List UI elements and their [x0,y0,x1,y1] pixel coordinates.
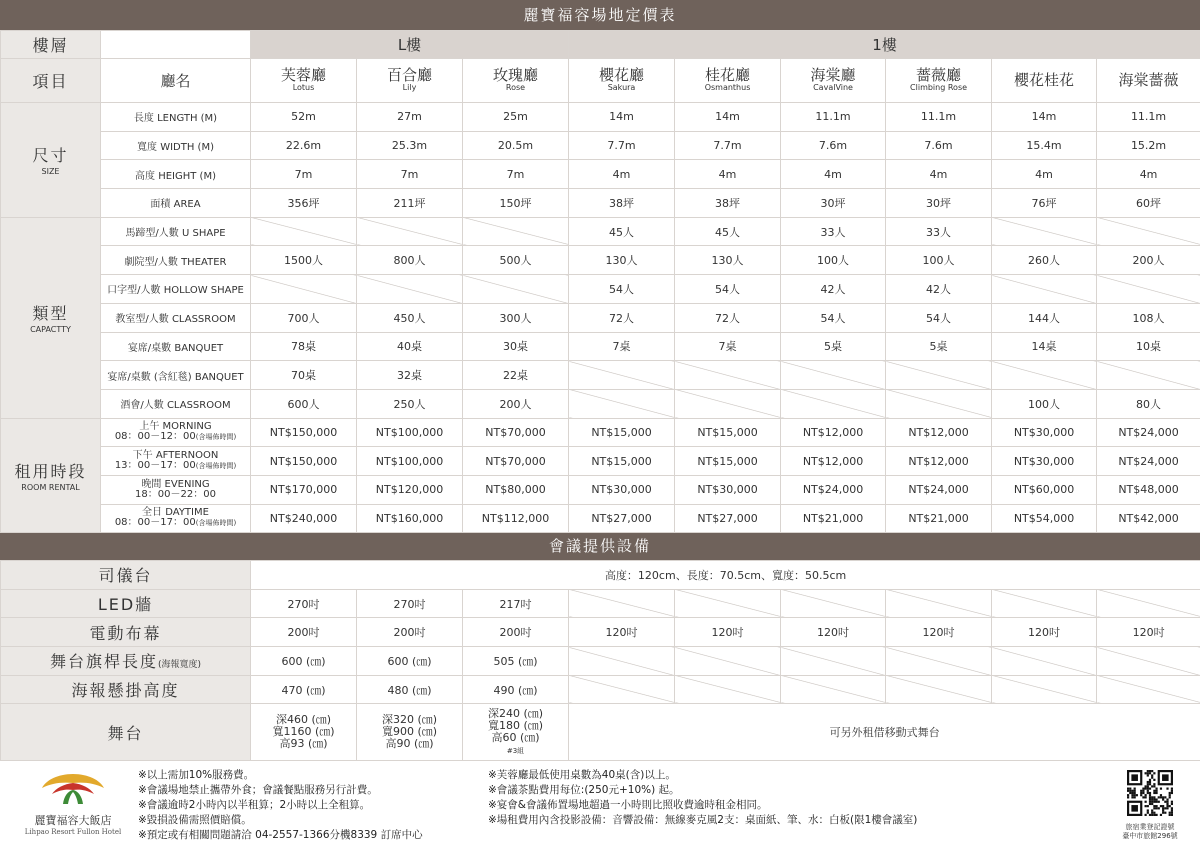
note-line: ※場租費用內含投影設備：音響設備：無線麥克風2支：桌面紙、筆、水：白板(限1樓會議室) [488,814,918,826]
hall-name-zh: 桂花廳 [705,66,751,84]
price-cell: NT$12,000 [781,418,886,447]
equipment-value: 120吋 [992,618,1097,647]
page-title: 麗寶福容場地定價表 [0,0,1200,30]
note-line: ※會議茶點費用每位:(250元+10%) 起。 [488,784,680,796]
license-text: 旅宿業登記證號 臺中市旅館296號 [1122,823,1178,840]
stage-spec-lily [357,704,463,761]
value-cell: 10桌 [1097,332,1200,361]
value-cell: 4m [569,160,675,189]
hall-name-en: CavalVine [813,83,853,92]
na-cell [886,389,992,418]
hall-name-cell [251,59,357,103]
na-cell [886,675,992,704]
time-slot-note: (含場佈時間) [195,462,237,471]
note-line: ※毀損設備需照價賠償。 [138,814,252,826]
stage-dimension: 高90 (㎝) [385,737,434,751]
time-slot-range: 18：00－22：00 [135,488,216,500]
equipment-value: 120吋 [781,618,886,647]
value-cell: 11.1m [886,103,992,132]
value-cell: 108人 [1097,303,1200,332]
price-cell: NT$21,000 [886,504,992,533]
notes-right [488,768,917,828]
note-line: ※預定或有相關問題請洽 04-2557-1366分機8339 訂席中心 [138,829,423,841]
value-cell: 7.6m [781,131,886,160]
value-cell: 100人 [886,246,992,275]
value-cell: 14桌 [992,332,1097,361]
value-cell: 250人 [357,389,463,418]
stage-dimension: 深240 (㎝) [487,706,544,720]
price-cell: NT$80,000 [463,475,569,504]
value-cell: 40桌 [357,332,463,361]
flag-pole-label-text: 舞台旗桿長度 [49,652,158,672]
stage-label [1,704,251,761]
hall-name-en: Rose [505,83,526,92]
price-cell: NT$30,000 [992,447,1097,476]
time-slot-name-en: DAYTIME [165,507,209,519]
screen-label [1,618,251,647]
stage-dimension: 深460 (㎝) [275,713,332,727]
value-cell: 11.1m [1097,103,1200,132]
time-slot-name: 上午 [139,421,160,433]
hall-name-cell [992,59,1097,103]
value-cell: 260人 [992,246,1097,275]
size-category [1,103,101,218]
time-slot-label [101,504,251,533]
price-cell: NT$12,000 [781,447,886,476]
equipment-value: 120吋 [1097,618,1200,647]
value-cell: 15.4m [992,131,1097,160]
floor-label: 樓層 [1,31,101,59]
value-cell: 150坪 [463,189,569,218]
value-cell: 7桌 [569,332,675,361]
value-cell: 4m [992,160,1097,189]
equipment-value: 120吋 [886,618,992,647]
equipment-value: 217吋 [463,589,569,618]
lotus-logo-icon [38,770,108,806]
value-cell: 52m [251,103,357,132]
price-cell: NT$70,000 [463,447,569,476]
footer [0,760,1200,848]
row-label: 宴席/桌數 BANQUET [101,332,251,361]
stage-dimension: 寬180 (㎝) [487,718,544,732]
value-cell: 130人 [569,246,675,275]
value-cell: 45人 [569,217,675,246]
value-cell: 72人 [569,303,675,332]
value-cell: 72人 [675,303,781,332]
value-cell: 22桌 [463,361,569,390]
value-cell: 60坪 [1097,189,1200,218]
hall-name-cell [1097,59,1200,103]
price-cell: NT$15,000 [675,447,781,476]
value-cell: 15.2m [1097,131,1200,160]
equipment-value: 600 (㎝) [251,647,357,676]
value-cell: 54人 [569,275,675,304]
price-cell: NT$27,000 [675,504,781,533]
poster-height-label [1,675,251,704]
equipment-value: 600 (㎝) [357,647,463,676]
na-cell [781,675,886,704]
time-slot-name: 全日 [142,507,163,519]
value-cell: 33人 [781,217,886,246]
rental-category-en: ROOM RENTAL [21,482,80,492]
price-table [0,30,1200,533]
value-cell: 14m [992,103,1097,132]
time-slot-name: 晚間 [141,478,162,490]
value-cell: 600人 [251,389,357,418]
note-line: ※以上需加10%服務費。 [138,769,255,781]
hall-name-en: Lily [402,83,417,92]
row-label: 面積 AREA [101,189,251,218]
value-cell: 38坪 [569,189,675,218]
value-cell: 7.6m [886,131,992,160]
value-cell: 25m [463,103,569,132]
price-cell: NT$120,000 [357,475,463,504]
hall-name-cell [886,59,992,103]
value-cell: 200人 [463,389,569,418]
na-cell [992,675,1097,704]
value-cell: 300人 [463,303,569,332]
hotel-logo [18,770,128,836]
na-cell [569,389,675,418]
stage-dimension: 寬900 (㎝) [381,725,438,739]
equipment-value: 470 (㎝) [251,675,357,704]
price-cell: NT$42,000 [1097,504,1200,533]
hall-name-cell [781,59,886,103]
value-cell: 5桌 [886,332,992,361]
hall-name-en: Osmanthus [704,83,751,92]
stage-label-text: 舞台 [107,723,144,743]
value-cell: 78桌 [251,332,357,361]
na-cell [886,589,992,618]
hotel-name: 麗寶福容大飯店 [34,814,112,827]
value-cell: 450人 [357,303,463,332]
qr-code-icon [1127,770,1173,816]
na-cell [675,589,781,618]
time-slot-label [101,447,251,476]
na-cell [463,217,569,246]
item-label: 項目 [1,59,101,103]
value-cell: 800人 [357,246,463,275]
value-cell: 7m [357,160,463,189]
na-cell [781,389,886,418]
price-cell: NT$15,000 [675,418,781,447]
na-cell [569,589,675,618]
hall-name-zh: 海棠廳 [810,66,856,84]
equipment-value: 270吋 [251,589,357,618]
value-cell: 54人 [886,303,992,332]
capacity-category [1,217,101,418]
value-cell: 54人 [675,275,781,304]
na-cell [1097,675,1200,704]
value-cell: 4m [781,160,886,189]
na-cell [992,275,1097,304]
equipment-value: 505 (㎝) [463,647,569,676]
value-cell: 38坪 [675,189,781,218]
price-cell: NT$54,000 [992,504,1097,533]
value-cell: 4m [1097,160,1200,189]
na-cell [886,647,992,676]
na-cell [992,589,1097,618]
stage-spec-rose [463,704,569,761]
value-cell: 100人 [992,389,1097,418]
hall-name-zh: 櫻花廳 [599,66,645,84]
price-cell: NT$30,000 [569,475,675,504]
time-slot-note: (含場佈時間) [195,519,237,528]
value-cell: 7m [251,160,357,189]
value-cell: 70桌 [251,361,357,390]
value-cell: 144人 [992,303,1097,332]
row-label: 馬蹄型/人數 U SHAPE [101,217,251,246]
value-cell: 80人 [1097,389,1200,418]
price-cell: NT$48,000 [1097,475,1200,504]
hall-name-zh: 玫瑰廳 [493,66,539,84]
value-cell: 4m [675,160,781,189]
price-cell: NT$24,000 [1097,447,1200,476]
time-slot-note: (含場佈時間) [195,433,237,442]
na-cell [781,361,886,390]
na-cell [781,589,886,618]
time-slot-range: 13：00－17：00 [114,460,196,472]
floor-1-header: 1樓 [569,31,1200,59]
rental-category-zh: 租用時段 [14,461,87,481]
value-cell: 1500人 [251,246,357,275]
equipment-title: 會議提供設備 [0,533,1200,560]
value-cell: 4m [886,160,992,189]
value-cell: 130人 [675,246,781,275]
rental-category [1,418,101,533]
value-cell: 76坪 [992,189,1097,218]
time-slot-name-en: MORNING [162,421,212,433]
na-cell [1097,217,1200,246]
na-cell [781,647,886,676]
row-label: 口字型/人數 HOLLOW SHAPE [101,275,251,304]
poster-height-label-text: 海報懸掛高度 [71,681,180,701]
floor-l-header: L樓 [251,31,569,59]
hall-name-en: Sakura [607,83,636,92]
price-cell: NT$30,000 [992,418,1097,447]
podium-label-text: 司儀台 [98,566,153,586]
hall-name-en: Lotus [292,83,315,92]
price-cell: NT$100,000 [357,418,463,447]
value-cell: 54人 [781,303,886,332]
na-cell [1097,361,1200,390]
na-cell [1097,275,1200,304]
size-category-zh: 尺寸 [32,146,69,166]
note-line: ※會議場地禁止攜帶外食；會議餐點服務另行計費。 [138,784,378,796]
time-slot-range: 08：00－12：00 [114,431,196,443]
time-slot-name: 下午 [132,450,153,462]
row-label: 長度 LENGTH (M) [101,103,251,132]
stage-rental-note: 可另外租借移動式舞台 [569,704,1200,761]
price-cell: NT$100,000 [357,447,463,476]
na-cell [569,647,675,676]
na-cell [251,217,357,246]
notes-left [138,768,423,843]
price-cell: NT$24,000 [886,475,992,504]
time-slot-label [101,418,251,447]
equipment-value: 120吋 [675,618,781,647]
row-label: 教室型/人數 CLASSROOM [101,303,251,332]
price-cell: NT$21,000 [781,504,886,533]
time-slot-name-en: EVENING [164,478,210,490]
stage-spec-lotus [251,704,357,761]
na-cell [1097,589,1200,618]
screen-label-text: 電動布幕 [89,623,162,643]
value-cell: 45人 [675,217,781,246]
equipment-table [0,560,1200,761]
value-cell: 32桌 [357,361,463,390]
price-cell: NT$12,000 [886,418,992,447]
capacity-category-zh: 類型 [32,304,69,324]
value-cell: 42人 [886,275,992,304]
value-cell: 14m [675,103,781,132]
value-cell: 20.5m [463,131,569,160]
price-cell: NT$12,000 [886,447,992,476]
na-cell [569,361,675,390]
hall-name-zh: 百合廳 [386,66,432,84]
led-label-text: LED牆 [97,595,154,615]
na-cell [357,217,463,246]
equipment-value: 270吋 [357,589,463,618]
hall-name-en: Climbing Rose [910,83,968,92]
podium-spec: 高度：120cm、長度：70.5cm、寬度：50.5cm [251,561,1200,590]
hall-name-cell [463,59,569,103]
value-cell: 27m [357,103,463,132]
value-cell: 33人 [886,217,992,246]
na-cell [357,275,463,304]
price-cell: NT$60,000 [992,475,1097,504]
row-label: 劇院型/人數 THEATER [101,246,251,275]
equipment-value: 200吋 [251,618,357,647]
na-cell [675,389,781,418]
hall-label: 廳名 [101,59,251,103]
price-cell: NT$160,000 [357,504,463,533]
value-cell: 7.7m [675,131,781,160]
value-cell: 356坪 [251,189,357,218]
value-cell: 7桌 [675,332,781,361]
equipment-value: 490 (㎝) [463,675,569,704]
na-cell [675,675,781,704]
price-cell: NT$70,000 [463,418,569,447]
value-cell: 22.6m [251,131,357,160]
qr-block [1114,770,1186,841]
price-cell: NT$150,000 [251,447,357,476]
stage-dimension: 寬1160 (㎝) [272,725,335,739]
hotel-name-en: Lihpao Resort Fullon Hotel [24,828,122,836]
equipment-value: 120吋 [569,618,675,647]
na-cell [992,361,1097,390]
value-cell: 30桌 [463,332,569,361]
time-slot-range: 08：00－17：00 [114,517,196,529]
value-cell: 700人 [251,303,357,332]
na-cell [463,275,569,304]
na-cell [992,217,1097,246]
price-cell: NT$24,000 [781,475,886,504]
hall-name-zh: 櫻花桂花 [1014,71,1075,89]
na-cell [1097,647,1200,676]
size-category-en: SIZE [41,167,60,177]
flag-pole-label-small: (海報寬度) [158,660,202,671]
stage-dimension: 高93 (㎝) [279,737,328,751]
price-cell: NT$24,000 [1097,418,1200,447]
blank-cell [101,31,251,59]
note-line: ※芙蓉廳最低使用桌數為40桌(含)以上。 [488,769,676,781]
price-cell: NT$170,000 [251,475,357,504]
note-line: ※宴會&會議佈置場地超過一小時則比照收費逾時租金相同。 [488,799,768,811]
row-label: 高度 HEIGHT (M) [101,160,251,189]
time-slot-name-en: AFTERNOON [155,450,219,462]
time-slot-label [101,475,251,504]
price-cell: NT$27,000 [569,504,675,533]
value-cell: 200人 [1097,246,1200,275]
na-cell [251,275,357,304]
na-cell [569,675,675,704]
price-cell: NT$30,000 [675,475,781,504]
na-cell [886,361,992,390]
hall-name-cell [675,59,781,103]
value-cell: 500人 [463,246,569,275]
row-label: 酒會/人數 CLASSROOM [101,389,251,418]
flag-pole-label [1,647,251,676]
price-cell: NT$150,000 [251,418,357,447]
value-cell: 11.1m [781,103,886,132]
value-cell: 14m [569,103,675,132]
podium-label [1,561,251,590]
stage-dimension: 深320 (㎝) [381,713,438,727]
price-cell: NT$15,000 [569,418,675,447]
capacity-category-en: CAPACTTY [30,325,71,335]
price-cell: NT$240,000 [251,504,357,533]
equipment-value: 200吋 [357,618,463,647]
hall-name-zh: 海棠薔薇 [1118,71,1179,89]
na-cell [675,361,781,390]
stage-note: #3組 [506,746,525,755]
led-label [1,589,251,618]
value-cell: 30坪 [781,189,886,218]
note-line: ※會議逾時2小時內以半租算；2小時以上全租算。 [138,799,371,811]
hall-name-zh: 薔薇廳 [916,66,962,84]
value-cell: 42人 [781,275,886,304]
value-cell: 25.3m [357,131,463,160]
value-cell: 5桌 [781,332,886,361]
value-cell: 100人 [781,246,886,275]
value-cell: 7.7m [569,131,675,160]
price-cell: NT$112,000 [463,504,569,533]
value-cell: 7m [463,160,569,189]
equipment-value: 200吋 [463,618,569,647]
row-label: 宴席/桌數 (含紅毯) BANQUET [101,361,251,390]
hall-name-cell [357,59,463,103]
na-cell [992,647,1097,676]
equipment-value: 480 (㎝) [357,675,463,704]
value-cell: 211坪 [357,189,463,218]
na-cell [675,647,781,676]
hall-name-cell [569,59,675,103]
price-cell: NT$15,000 [569,447,675,476]
row-label: 寬度 WIDTH (M) [101,131,251,160]
hall-name-zh: 芙蓉廳 [280,66,326,84]
stage-dimension: 高60 (㎝) [491,730,540,744]
value-cell: 30坪 [886,189,992,218]
